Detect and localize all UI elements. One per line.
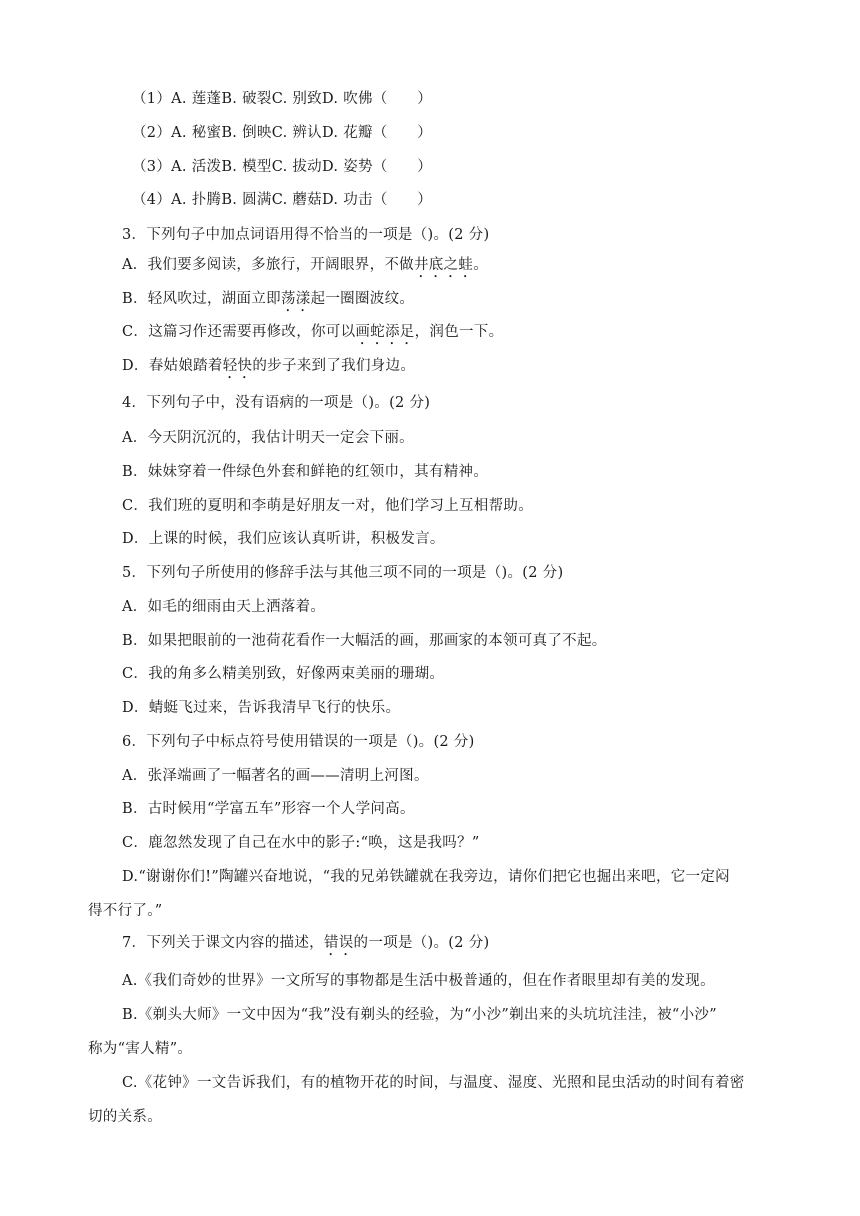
- question-4: 4．下列句子中，没有语病的一项是（)。(2 分): [122, 395, 431, 411]
- q5-option-c: C．我的角多么精美别致，好像两束美丽的珊瑚。: [122, 666, 445, 682]
- q4-option-c: C．我们班的夏明和李萌是好朋友一对，他们学习上互相帮助。: [122, 498, 533, 514]
- q5-option-a: A．如毛的细雨由天上洒落着。: [122, 599, 326, 615]
- q2-option-1: （1）A. 莲蓬B. 破裂C. 别致D. 吹佛（ ）: [132, 91, 433, 107]
- q6-option-d-line2: 得不行了。”: [88, 903, 163, 919]
- q2-option-4: （4）A. 扑腾B. 圆满C. 蘑菇D. 功击（ ）: [132, 192, 433, 208]
- q3-option-c: C．这篇习作还需要再修改，你可以画蛇添足，润色一下。: [122, 324, 504, 340]
- q3d-dotted-phrase: 轻快: [222, 358, 253, 374]
- q3a-dotted-phrase: 井底之蛙: [413, 257, 474, 273]
- q4-option-d: D．上课的时候，我们应该认真听讲，积极发言。: [122, 531, 445, 547]
- q6-option-a: A．张泽端画了一幅著名的画——清明上河图。: [122, 768, 429, 784]
- question-6: 6．下列句子中标点符号使用错误的一项是（)。(2 分): [122, 734, 475, 750]
- q3-option-d: D．春姑娘踏着轻快的步子来到了我们身边。: [122, 358, 416, 374]
- q7-option-b-line2: 称为“害人精”。: [88, 1041, 193, 1057]
- q3-option-a: A．我们要多阅读，多旅行，开阔眼界，不做井底之蛙。: [122, 257, 488, 273]
- q6-option-d-line1: D.“谢谢你们!”陶罐兴奋地说，“我的兄弟铁罐就在我旁边，请你们把它也掘出来吧，它一定闷: [122, 869, 730, 885]
- q7-option-b-line1: B.《剃头大师》一文中因为“我”没有剃头的经验，为“小沙”剃出来的头坑坑洼洼，被“小沙”: [122, 1007, 717, 1023]
- question-3: 3．下列句子中加点词语用得不恰当的一项是（)。(2 分): [122, 227, 490, 243]
- question-5: 5．下列句子所使用的修辞手法与其他三项不同的一项是（)。(2 分): [122, 565, 564, 581]
- q7-option-c-line2: 切的关系。: [88, 1109, 162, 1125]
- q5-option-d: D．蜻蜓飞过来，告诉我清早飞行的快乐。: [122, 700, 401, 716]
- q6-option-b: B．古时候用“学富五车”形容一个人学问高。: [122, 801, 415, 817]
- q6-option-c: C．鹿忽然发现了自己在水中的影子:“唤，这是我吗？”: [122, 835, 480, 851]
- q5-option-b: B．如果把眼前的一池荷花看作一大幅活的画，那画家的本领可真了不起。: [122, 633, 607, 649]
- q3c-dotted-phrase: 画蛇添足: [355, 324, 415, 340]
- q7-dotted-word: 错误: [323, 935, 354, 951]
- q3-option-b: B．轻风吹过，湖面立即荡漾起一圈圈波纹。: [122, 291, 415, 307]
- q2-option-3: （3）A. 活泼B. 模型C. 拔动D. 姿势（ ）: [132, 159, 433, 175]
- q7-option-c-line1: C.《花钟》一文告诉我们，有的植物开花的时间，与温度、湿度、光照和昆虫活动的时间有着密: [122, 1075, 745, 1091]
- q3b-dotted-phrase: 荡漾: [280, 291, 311, 307]
- q4-option-b: B．妹妹穿着一件绿色外套和鲜艳的红领巾，其有精神。: [122, 464, 489, 480]
- q2-option-2: （2）A. 秘蜜B. 倒映C. 辨认D. 花瓣（ ）: [132, 125, 433, 141]
- q7-option-a: A.《我们奇妙的世界》一文所写的事物都是生活中极普通的，但在作者眼里却有美的发现。: [122, 973, 715, 989]
- question-7: 7．下列关于课文内容的描述，错误的一项是（)。(2 分): [122, 935, 490, 951]
- q4-option-a: A．今天阴沉沉的，我估计明天一定会下丽。: [122, 430, 414, 446]
